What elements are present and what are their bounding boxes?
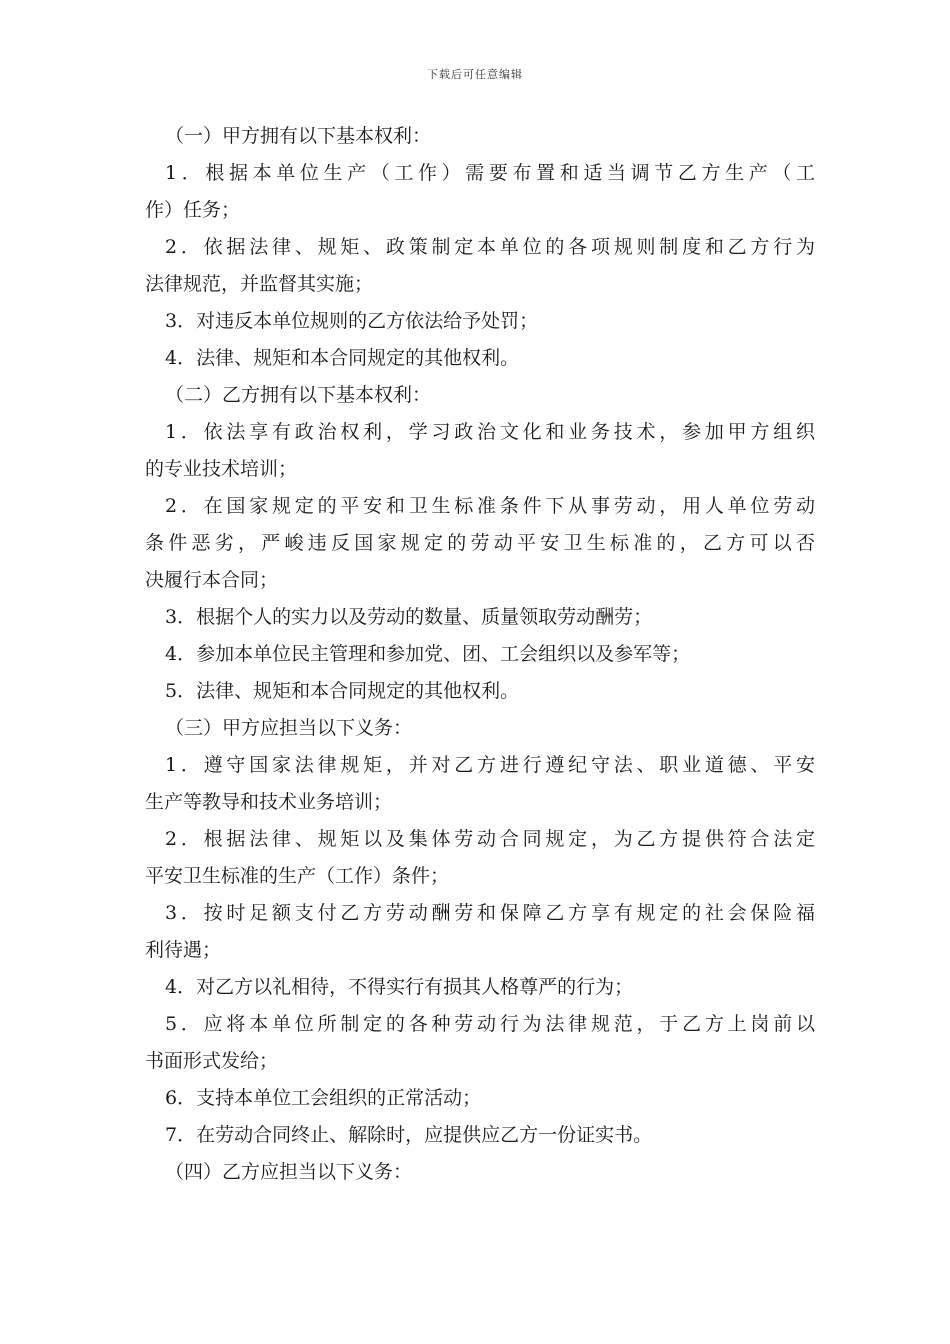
continuation-line: 作）任务；: [145, 199, 241, 221]
continuation-line: 生产等教导和技术业务培训；: [145, 791, 393, 813]
list-item-line: 4．对乙方以礼相待，不得实行有损其人格尊严的行为；: [165, 976, 634, 998]
list-item-line: 3．对违反本单位规则的乙方依法给予处罚；: [165, 310, 539, 332]
list-item-line: 6．支持本单位工会组织的正常活动；: [165, 1087, 482, 1109]
section-heading: （三）甲方应担当以下义务：: [165, 717, 413, 739]
list-item-line: 1．根据本单位生产（工作）需要布置和适当调节乙方生产（工: [165, 162, 815, 184]
list-item-line: 3．根据个人的实力以及劳动的数量、质量领取劳动酬劳；: [165, 606, 653, 628]
list-item-line: 1．依法享有政治权利，学习政治文化和业务技术，参加甲方组织: [165, 421, 815, 443]
list-item-line: 4．参加本单位民主管理和参加党、团、工会组织以及参军等；: [165, 643, 691, 665]
list-item-line: 7．在劳动合同终止、解除时，应提供应乙方一份证实书。: [165, 1124, 653, 1146]
list-item-line: 2．依据法律、规矩、政策制定本单位的各项规则制度和乙方行为: [165, 236, 815, 258]
continuation-line: 平安卫生标准的生产（工作）条件；: [145, 865, 450, 887]
list-item-line: 1．遵守国家法律规矩，并对乙方进行遵纪守法、职业道德、平安: [165, 754, 815, 776]
list-item-line: 5．应将本单位所制定的各种劳动行为法律规范，于乙方上岗前以: [165, 1013, 815, 1035]
section-heading: （二）乙方拥有以下基本权利：: [165, 384, 432, 406]
header-note: 下载后可任意编辑: [427, 68, 523, 81]
section-heading: （四）乙方应担当以下义务：: [165, 1161, 413, 1183]
list-item-line: 2．在国家规定的平安和卫生标准条件下从事劳动，用人单位劳动: [165, 495, 815, 517]
continuation-line: 条件恶劣，严峻违反国家规定的劳动平安卫生标准的，乙方可以否: [145, 532, 815, 554]
continuation-line: 决履行本合同；: [145, 569, 279, 591]
list-item-line: 3．按时足额支付乙方劳动酬劳和保障乙方享有规定的社会保险福: [165, 902, 815, 924]
document-body: [145, 118, 815, 1191]
section-heading: （一）甲方拥有以下基本权利：: [165, 125, 432, 147]
continuation-line: 法律规范，并监督其实施；: [145, 273, 374, 295]
list-item-line: 5．法律、规矩和本合同规定的其他权利。: [165, 680, 520, 702]
continuation-line: 的专业技术培训；: [145, 458, 298, 480]
list-item-line: 4．法律、规矩和本合同规定的其他权利。: [165, 347, 520, 369]
continuation-line: 书面形式发给；: [145, 1050, 279, 1072]
continuation-line: 利待遇；: [145, 939, 222, 961]
list-item-line: 2．根据法律、规矩以及集体劳动合同规定，为乙方提供符合法定: [165, 828, 815, 850]
